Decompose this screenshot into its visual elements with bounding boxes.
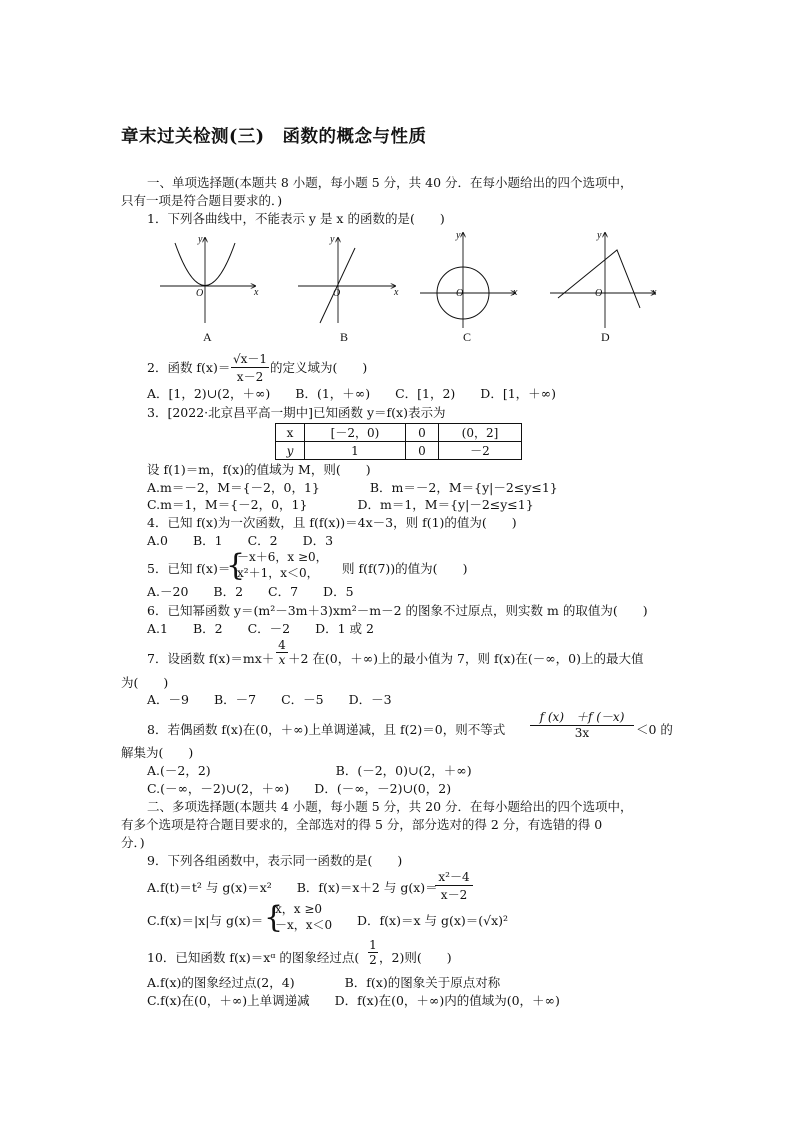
- q10-numerator: 1: [369, 938, 377, 952]
- table-cell: 0: [406, 442, 439, 460]
- q8-denominator: 3x: [574, 726, 590, 740]
- q2-post: 的定义域为( ): [270, 360, 368, 375]
- section2-heading: 二、多项选择题(本题共 4 小题，每小题 5 分，共 20 分．在每小题给出的四个选项中，: [147, 799, 633, 814]
- q9-fraction: [435, 868, 473, 903]
- q8-numerator: f (x) ＋f (－x): [530, 708, 634, 726]
- q2-pre: 2．函数 f(x)＝: [147, 360, 231, 375]
- q10-options-ab: A.f(x)的图象经过点(2，4) B．f(x)的图象关于原点对称: [147, 975, 501, 990]
- q9-option-c: C.f(x)＝|x|与 g(x)＝: [147, 913, 264, 928]
- q3-table: [275, 423, 522, 460]
- q3-options-ab: A.m＝－2，M＝{－2，0，1} B．m＝－2，M＝{y|－2≤y≤1}: [147, 480, 558, 495]
- q9-option-ab: A.f(t)＝t² 与 g(x)＝x² B．f(x)＝x＋2 与 g(x)＝: [147, 880, 438, 895]
- q3-condition: 设 f(1)＝m，f(x)的值域为 M，则( ): [147, 462, 371, 477]
- table-row: [276, 424, 522, 442]
- q6-stem: 6．已知幂函数 y＝(m²－3m＋3)xm²－m－2 的图象不过原点，则实数 m 的取值为( ): [147, 603, 648, 618]
- graph-b-y-label: y: [330, 234, 335, 245]
- q9-brace: {: [264, 900, 284, 935]
- q9-option-d: D．f(x)＝x 与 g(x)＝(√x)²: [357, 913, 509, 928]
- graph-b-line: [298, 238, 395, 323]
- graph-a-x-label: x: [254, 287, 259, 298]
- q3-options-cd: C.m＝1，M＝{－2，0，1} D．m＝1，M＝{y|－2≤y≤1}: [147, 497, 534, 512]
- q10-pre: 10．已知函数 f(x)＝xᵅ 的图象经过点(: [147, 950, 360, 965]
- graph-b-caption: B: [340, 330, 349, 344]
- graph-a-parabola: [160, 238, 255, 323]
- q8-pre: 8．若偶函数 f(x)在(0，＋∞)上单调递减，且 f(2)＝0，则不等式: [147, 722, 506, 737]
- q5-post: 则 f(f(7))的值为( ): [342, 561, 468, 576]
- q4-stem: 4．已知 f(x)为一次函数，且 f(f(x))＝4x－3，则 f(1)的值为( ): [147, 515, 517, 530]
- table-cell: [－2，0): [305, 424, 406, 442]
- q5-case-1: －x＋6，x ≥0，: [237, 550, 328, 564]
- q5-brace: {: [226, 548, 246, 583]
- q5-options: A.－20 B．2 C．7 D．5: [147, 584, 354, 599]
- q7-cont: 为( ): [121, 675, 169, 690]
- q7-options: A．－9 B．－7 C．－5 D．－3: [147, 692, 392, 707]
- q1-stem: 1．下列各曲线中，不能表示 y 是 x 的函数的是( ): [147, 211, 445, 226]
- q10-denominator: 2: [369, 953, 377, 967]
- q4-options: A.0 B．1 C．2 D．3: [147, 533, 334, 548]
- q2-denominator: x－2: [236, 370, 264, 384]
- q5-pre: 5．已知 f(x)＝: [147, 561, 231, 576]
- q8-fraction: [530, 708, 634, 740]
- graph-c-origin: O: [456, 288, 464, 299]
- q7-numerator: 4: [276, 638, 288, 653]
- q8-post: ＜0 的: [636, 722, 673, 737]
- q8-cont: 解集为( ): [121, 745, 194, 760]
- section2-heading-cont: 有多个选项是符合题目要求的，全部选对的得 5 分，部分选对的得 2 分，有选错的得 0: [121, 817, 603, 832]
- q2-fraction: [231, 350, 269, 385]
- table-cell: (0，2]: [439, 424, 522, 442]
- graph-c-x-label: x: [513, 287, 518, 298]
- graph-b-origin: O: [333, 288, 341, 299]
- section2-heading-cont2: 分．): [121, 835, 145, 850]
- graph-d-origin: O: [595, 288, 603, 299]
- graph-d-peak: [550, 233, 655, 328]
- graph-b-x-label: x: [394, 287, 399, 298]
- q7-denominator: x: [278, 653, 286, 667]
- q8-options-ab: A.(－2，2) B．(－2，0)∪(2，＋∞): [147, 763, 472, 778]
- q6-options: A.1 B．2 C．－2 D．1 或 2: [147, 621, 374, 636]
- q10-post: ，2)则( ): [379, 950, 452, 965]
- q3-stem: 3．[2022·北京昌平高一期中]已知函数 y＝f(x)表示为: [147, 405, 446, 420]
- q8-options-cd: C.(－∞，－2)∪(2，＋∞) D．(－∞，－2)∪(0，2): [147, 781, 452, 796]
- table-row: [276, 442, 522, 460]
- table-cell: 0: [406, 424, 439, 442]
- q9-case-2: －x，x＜0: [275, 918, 333, 932]
- q2-options: A．[1，2)∪(2，＋∞) B．(1，＋∞) C．[1，2) D．[1，＋∞): [147, 386, 556, 401]
- q10-fraction: [368, 938, 378, 967]
- q9-case-1: x，x ≥0: [275, 902, 323, 916]
- q9-stem: 9．下列各组函数中，表示同一函数的是( ): [147, 853, 403, 868]
- section1-heading-cont: 只有一项是符合题目要求的．): [121, 193, 283, 208]
- q5-case-2: x²＋1，x＜0，: [237, 566, 319, 580]
- table-cell: x: [276, 424, 305, 442]
- q7-post: ＋2 在(0，＋∞)上的最小值为 7，则 f(x)在(－∞，0)上的最大值: [288, 651, 644, 666]
- graph-a-caption: A: [203, 330, 212, 344]
- section1-heading: 一、单项选择题(本题共 8 小题，每小题 5 分，共 40 分．在每小题给出的四个选项中，: [147, 175, 633, 190]
- graph-d-y-label: y: [597, 230, 602, 241]
- q10-options-cd: C.f(x)在(0，＋∞)上单调递减 D．f(x)在(0，＋∞)内的值域为(0，＋∞): [147, 993, 560, 1008]
- q7-fraction: [276, 638, 288, 667]
- graph-c-circle: [420, 233, 518, 328]
- table-cell: －2: [439, 442, 522, 460]
- graph-d-x-label: x: [652, 287, 657, 298]
- graph-c-y-label: y: [456, 230, 461, 241]
- q9-denominator: x－2: [440, 888, 468, 902]
- q7-pre: 7．设函数 f(x)＝mx＋: [147, 651, 275, 666]
- graph-c-caption: C: [463, 330, 472, 344]
- q2-numerator: √x－1: [232, 352, 268, 366]
- table-cell: 1: [305, 442, 406, 460]
- graph-a-origin: O: [196, 288, 204, 299]
- table-cell: y: [276, 442, 305, 460]
- q9-numerator: x²－4: [435, 868, 473, 886]
- graph-a-y-label: y: [198, 234, 203, 245]
- graph-d-caption: D: [601, 330, 610, 344]
- page-title: 章末过关检测(三) 函数的概念与性质: [121, 127, 427, 147]
- q1-graphs: [150, 228, 670, 328]
